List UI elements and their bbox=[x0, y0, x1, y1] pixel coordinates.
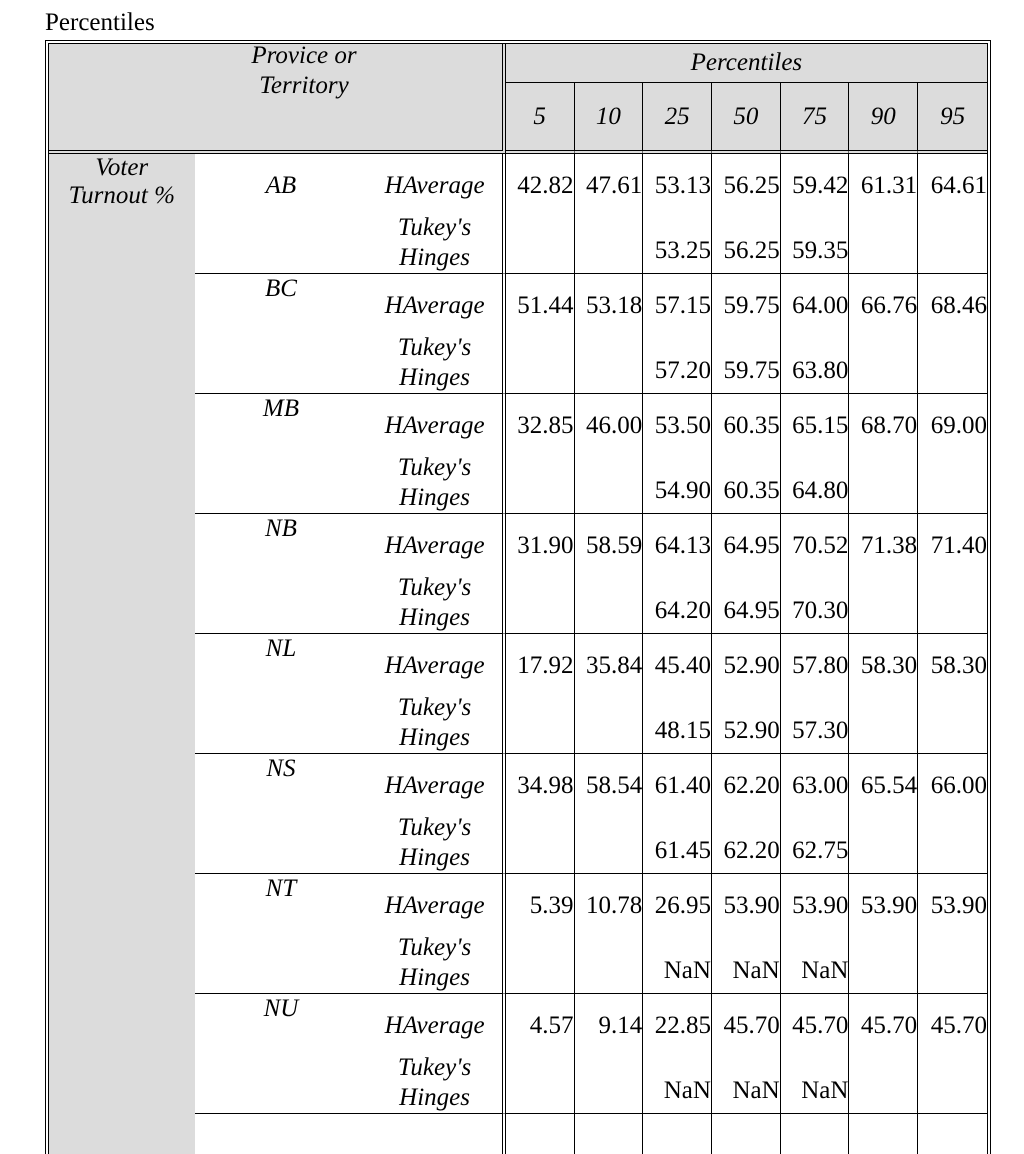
tukey-value-cell: 61.45 bbox=[643, 813, 712, 874]
province-label: NU bbox=[195, 994, 368, 1114]
tukey-label-line1: Tukey's bbox=[397, 1054, 472, 1081]
tukey-value-cell: 54.90 bbox=[643, 453, 712, 514]
page-title: Percentiles bbox=[45, 9, 155, 36]
haverage-value-cell: 26.95 bbox=[643, 874, 712, 933]
value-cell bbox=[781, 1114, 850, 1154]
haverage-value-cell: 66.00 bbox=[930, 772, 987, 799]
province-label: NS bbox=[195, 754, 368, 874]
tukey-value-cell: NaN bbox=[712, 1053, 781, 1114]
tukey-value-cell bbox=[575, 933, 644, 994]
province-label: NL bbox=[195, 634, 368, 754]
percentile-column-header: 10 bbox=[575, 83, 644, 154]
row-group-label-line1: Voter bbox=[95, 154, 149, 181]
haverage-value-cell: 58.30 bbox=[930, 652, 987, 679]
tukey-label-line1: Tukey's bbox=[397, 934, 472, 961]
value-cell bbox=[918, 1114, 987, 1154]
tukey-value-cell bbox=[506, 573, 575, 634]
tukey-label-line2: Hinges bbox=[399, 364, 470, 391]
tukey-value-cell: 70.30 bbox=[781, 573, 850, 634]
tukey-label-line2: Hinges bbox=[399, 964, 470, 991]
stat-label-haverage: HAverage bbox=[367, 154, 505, 213]
stat-label-haverage: HAverage bbox=[367, 874, 505, 933]
tukey-label-line1: Tukey's bbox=[397, 454, 472, 481]
haverage-value-cell: 65.15 bbox=[781, 394, 850, 453]
tukey-value-cell bbox=[918, 813, 987, 874]
province-label: BC bbox=[195, 274, 368, 394]
stat-label-tukeys-hinges bbox=[367, 573, 505, 634]
tukey-value-cell bbox=[575, 453, 644, 514]
corner-label-line1: Provice or bbox=[251, 42, 357, 69]
tukey-value-cell bbox=[849, 333, 918, 394]
stat-label-tukeys-hinges bbox=[367, 933, 505, 994]
tukey-value-cell bbox=[506, 453, 575, 514]
haverage-value-cell: 47.61 bbox=[575, 154, 644, 213]
tukey-value-cell: 59.75 bbox=[712, 333, 781, 394]
haverage-value-cell: 17.92 bbox=[506, 634, 575, 693]
tukey-label-line1: Tukey's bbox=[397, 694, 472, 721]
tukey-value-cell: NaN bbox=[781, 933, 850, 994]
tukey-label-line2: Hinges bbox=[399, 244, 470, 271]
stat-label-tukeys-hinges bbox=[367, 1053, 505, 1114]
haverage-value-cell: 68.70 bbox=[849, 394, 918, 453]
tukey-value-cell: NaN bbox=[781, 1053, 850, 1114]
haverage-value-cell: 58.30 bbox=[849, 634, 918, 693]
haverage-value-cell: 42.82 bbox=[506, 154, 575, 213]
haverage-value-cell: 46.00 bbox=[575, 394, 644, 453]
haverage-value-cell: 65.54 bbox=[849, 754, 918, 813]
tukey-value-cell bbox=[575, 333, 644, 394]
stat-label-haverage: HAverage bbox=[367, 274, 505, 333]
tukey-value-cell bbox=[849, 813, 918, 874]
haverage-value-cell: 57.15 bbox=[643, 274, 712, 333]
percentile-column-header: 90 bbox=[849, 83, 918, 154]
haverage-value-cell: 64.61 bbox=[930, 172, 987, 199]
percentile-column-header: 75 bbox=[781, 83, 850, 154]
tukey-label-line1: Tukey's bbox=[397, 574, 472, 601]
tukey-label-line2: Hinges bbox=[399, 604, 470, 631]
value-cell bbox=[506, 1114, 575, 1154]
province-label: NB bbox=[195, 514, 368, 634]
haverage-value-cell: 10.78 bbox=[575, 874, 644, 933]
tukey-value-cell: 64.95 bbox=[712, 573, 781, 634]
haverage-value-cell: 62.20 bbox=[712, 754, 781, 813]
haverage-value-cell: 70.52 bbox=[781, 514, 850, 573]
tukey-value-cell: 52.90 bbox=[712, 693, 781, 754]
row-group-label-line2: Turnout % bbox=[68, 182, 175, 209]
tukey-value-cell: NaN bbox=[712, 933, 781, 994]
stat-label-tukeys-hinges bbox=[367, 813, 505, 874]
stat-label-haverage: HAverage bbox=[367, 754, 505, 813]
tukey-label-line1: Tukey's bbox=[397, 814, 472, 841]
haverage-value-cell: 53.13 bbox=[643, 154, 712, 213]
tukey-label-line2: Hinges bbox=[399, 1084, 470, 1111]
tukey-value-cell bbox=[849, 573, 918, 634]
corner-label-line2: Territory bbox=[259, 72, 349, 99]
haverage-value-cell: 45.40 bbox=[643, 634, 712, 693]
value-cell bbox=[643, 1114, 712, 1154]
stat-label-haverage: HAverage bbox=[367, 394, 505, 453]
haverage-value-cell: 64.95 bbox=[712, 514, 781, 573]
haverage-value-cell: 51.44 bbox=[506, 274, 575, 333]
haverage-value-cell: 9.14 bbox=[575, 994, 644, 1053]
value-cell bbox=[575, 1114, 644, 1154]
haverage-value-cell: 45.70 bbox=[712, 994, 781, 1053]
tukey-value-cell bbox=[918, 693, 987, 754]
tukey-value-cell bbox=[918, 573, 987, 634]
tukey-value-cell bbox=[918, 933, 987, 994]
haverage-value-cell: 45.70 bbox=[781, 994, 850, 1053]
haverage-value-cell: 32.85 bbox=[506, 394, 575, 453]
haverage-value-cell: 60.35 bbox=[712, 394, 781, 453]
tukey-value-cell: 57.30 bbox=[781, 693, 850, 754]
haverage-value-cell: 45.70 bbox=[849, 994, 918, 1053]
tukey-value-cell: 62.20 bbox=[712, 813, 781, 874]
haverage-value-cell: 64.00 bbox=[781, 274, 850, 333]
tukey-value-cell: 56.25 bbox=[712, 213, 781, 274]
haverage-value-cell: 63.00 bbox=[781, 754, 850, 813]
haverage-value-cell: 64.13 bbox=[643, 514, 712, 573]
haverage-value-cell: 5.39 bbox=[506, 874, 575, 933]
tukey-label-line2: Hinges bbox=[399, 844, 470, 871]
tukey-value-cell bbox=[849, 453, 918, 514]
haverage-value-cell: 22.85 bbox=[643, 994, 712, 1053]
stat-label-tukeys-hinges bbox=[367, 693, 505, 754]
tukey-value-cell bbox=[506, 213, 575, 274]
tukey-value-cell bbox=[918, 453, 987, 514]
tukey-value-cell bbox=[506, 1053, 575, 1114]
haverage-value-cell: 45.70 bbox=[930, 1012, 987, 1039]
province-label: MB bbox=[195, 394, 368, 514]
haverage-value-cell: 59.42 bbox=[781, 154, 850, 213]
value-cell bbox=[849, 1114, 918, 1154]
tukey-value-cell bbox=[575, 693, 644, 754]
haverage-value-cell: 53.90 bbox=[849, 874, 918, 933]
tukey-label-line2: Hinges bbox=[399, 484, 470, 511]
haverage-value-cell: 53.90 bbox=[781, 874, 850, 933]
tukey-value-cell: 64.20 bbox=[643, 573, 712, 634]
stat-label-tukeys-hinges bbox=[367, 213, 505, 274]
tukey-value-cell: 62.75 bbox=[781, 813, 850, 874]
stat-label-haverage: HAverage bbox=[367, 514, 505, 573]
tukey-value-cell: 53.25 bbox=[643, 213, 712, 274]
tukey-label-line2: Hinges bbox=[399, 724, 470, 751]
tukey-value-cell: 59.35 bbox=[781, 213, 850, 274]
tukey-value-cell bbox=[849, 693, 918, 754]
haverage-value-cell: 61.40 bbox=[643, 754, 712, 813]
haverage-value-cell: 35.84 bbox=[575, 634, 644, 693]
tukey-value-cell bbox=[506, 333, 575, 394]
haverage-value-cell: 52.90 bbox=[712, 634, 781, 693]
stat-label-tukeys-hinges bbox=[367, 453, 505, 514]
haverage-value-cell: 61.31 bbox=[849, 154, 918, 213]
province-label: NT bbox=[195, 874, 368, 994]
tukey-value-cell bbox=[575, 813, 644, 874]
haverage-value-cell: 4.57 bbox=[506, 994, 575, 1053]
stat-label-haverage: HAverage bbox=[367, 994, 505, 1053]
province-label bbox=[195, 1114, 368, 1154]
stat-label-haverage: HAverage bbox=[367, 634, 505, 693]
table-corner-header bbox=[49, 44, 506, 154]
haverage-value-cell: 56.25 bbox=[712, 154, 781, 213]
haverage-value-cell: 58.59 bbox=[575, 514, 644, 573]
tukey-value-cell: 57.20 bbox=[643, 333, 712, 394]
tukey-label-line1: Tukey's bbox=[397, 214, 472, 241]
percentiles-table bbox=[45, 40, 991, 1154]
haverage-value-cell: 53.50 bbox=[643, 394, 712, 453]
tukey-value-cell bbox=[575, 213, 644, 274]
tukey-value-cell bbox=[849, 1053, 918, 1114]
haverage-value-cell: 66.76 bbox=[849, 274, 918, 333]
tukey-value-cell: 63.80 bbox=[781, 333, 850, 394]
province-label: AB bbox=[195, 154, 368, 274]
haverage-value-cell: 31.90 bbox=[506, 514, 575, 573]
tukey-value-cell: 48.15 bbox=[643, 693, 712, 754]
tukey-value-cell bbox=[918, 213, 987, 274]
row-group-label bbox=[49, 154, 195, 1154]
percentiles-header: Percentiles bbox=[506, 44, 987, 83]
percentile-column-header: 25 bbox=[643, 83, 712, 154]
percentile-column-header: 5 bbox=[506, 83, 575, 154]
haverage-value-cell: 69.00 bbox=[930, 412, 987, 439]
tukey-value-cell bbox=[918, 1053, 987, 1114]
tukey-value-cell: 60.35 bbox=[712, 453, 781, 514]
haverage-value-cell: 57.80 bbox=[781, 634, 850, 693]
haverage-value-cell: 53.18 bbox=[575, 274, 644, 333]
tukey-value-cell: NaN bbox=[643, 933, 712, 994]
tukey-value-cell bbox=[575, 573, 644, 634]
tukey-value-cell bbox=[918, 333, 987, 394]
tukey-value-cell bbox=[575, 1053, 644, 1114]
haverage-value-cell: 53.90 bbox=[930, 892, 987, 919]
haverage-value-cell: 58.54 bbox=[575, 754, 644, 813]
percentile-column-header: 95 bbox=[918, 83, 987, 154]
tukey-value-cell bbox=[849, 933, 918, 994]
haverage-value-cell: 59.75 bbox=[712, 274, 781, 333]
tukey-label-line1: Tukey's bbox=[397, 334, 472, 361]
tukey-value-cell bbox=[506, 813, 575, 874]
tukey-value-cell: 64.80 bbox=[781, 453, 850, 514]
stat-label bbox=[367, 1114, 505, 1154]
value-cell bbox=[712, 1114, 781, 1154]
haverage-value-cell: 68.46 bbox=[930, 292, 987, 319]
percentile-column-header: 50 bbox=[712, 83, 781, 154]
haverage-value-cell: 71.38 bbox=[849, 514, 918, 573]
haverage-value-cell: 34.98 bbox=[506, 754, 575, 813]
tukey-value-cell: NaN bbox=[643, 1053, 712, 1114]
stat-label-tukeys-hinges bbox=[367, 333, 505, 394]
tukey-value-cell bbox=[849, 213, 918, 274]
tukey-value-cell bbox=[506, 933, 575, 994]
tukey-value-cell bbox=[506, 693, 575, 754]
haverage-value-cell: 71.40 bbox=[930, 532, 987, 559]
haverage-value-cell: 53.90 bbox=[712, 874, 781, 933]
